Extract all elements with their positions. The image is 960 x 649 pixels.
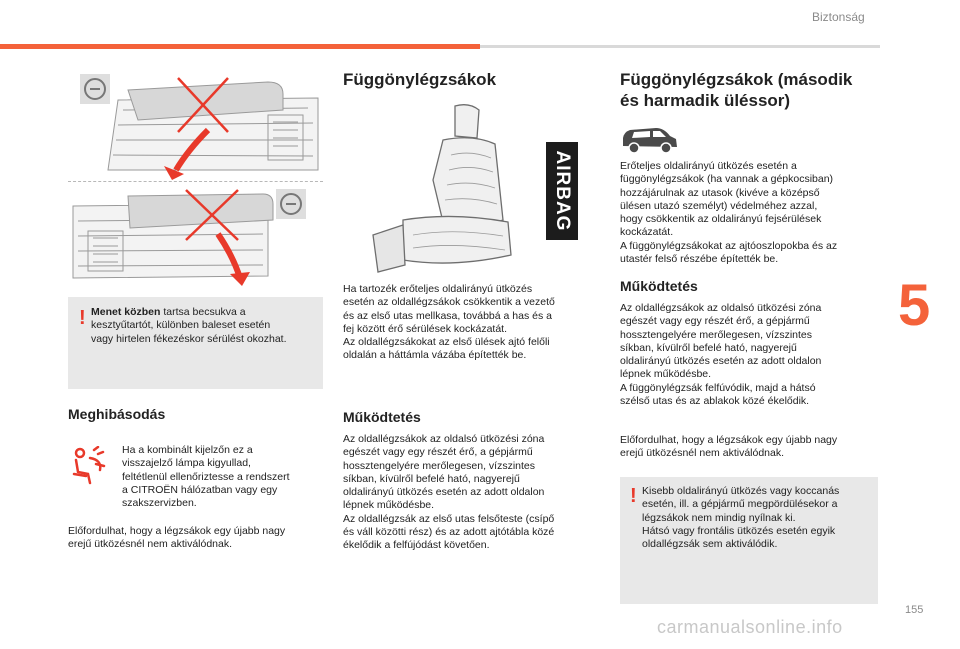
warning-text-curtain: Kisebb oldalirányú ütközés vagy koccanás esetén, ill. a gépjármű megpördülésekor a légzsákok nem mindig nyílnak ki. Hátsó vagy frontális ütközés esetén egyik oldallégzsák sem aktiválódik. <box>642 485 840 551</box>
page-number: 155 <box>905 604 924 616</box>
curtain-airbags-title: Függönylégzsákok (második és harmadik üléssor) <box>620 70 853 110</box>
curtain-airbags-note: Előfordulhat, hogy a légzsákok egy újabb nagy erejű ütközésnél nem aktiválódnak. <box>620 434 838 460</box>
airbag-label-tag <box>546 142 578 240</box>
fault-note: Előfordulhat, hogy a légzsákok egy újabb nagy erejű ütközésnél nem aktiválódnak. <box>68 525 286 551</box>
airbag-label-text: AIRBAG <box>552 150 573 232</box>
header-rule <box>480 45 880 48</box>
fault-heading: Meghibásodás <box>68 406 166 422</box>
warning-sign-icon-2 <box>276 189 306 219</box>
section-name: Biztonság <box>812 10 865 24</box>
curtain-airbags-operation-text: Az oldallégzsákok az oldalsó ütközési zóna egészét vagy egy részét érő, a gépjármű hossztengelyére merőlegesen, vízszintes síkban, kívülről befelé ható, nagyerejű oldalirányú ütközés esetén az adott oldalon lépnek működésbe. A függönylégzsák felfúvódik, majd a hátsó szélső utas és az ablakok közé ékelődik. <box>620 302 822 408</box>
vehicle-silhouette-icon <box>620 124 680 156</box>
side-airbags-intro: Ha tartozék erőteljes oldalirányú ütközés esetén az oldallégzsákok csökkentik a vezető és az első utas mellkasa, továbbá a has és a fej között érő sérülések kockázatát. Az oldallégzsákokat az első ülések ajtó felőli oldalán a háttámla vázába építették be. <box>343 283 555 362</box>
header-accent-bar <box>0 44 480 49</box>
warning-text-glovebox: Menet közben tartsa becsukva a kesztyűtartót, különben baleset esetén vagy hirtelen fékezéskor sérülést okozhat. <box>91 306 287 345</box>
chapter-number: 5 <box>898 273 931 338</box>
warning-exclamation-icon: ! <box>79 307 86 329</box>
watermark-text: carmanualsonline.info <box>657 617 843 637</box>
fault-text: Ha a kombinált kijelzőn ez a visszajelző lámpa kigyullad, feltétlenül ellenőriztesse a rendszert a CITROËN hálózatban vagy egy szakszervizben. <box>122 444 290 510</box>
curtain-airbags-operation-heading: Működtetés <box>620 278 698 294</box>
side-airbags-operation-heading: Működtetés <box>343 409 421 425</box>
curtain-airbags-intro: Erőteljes oldalirányú ütközés esetén a függönylégzsákok (ha vannak a gépkocsiban) hozzájárulnak az utasok (kivéve a középső ülésen utazó személyt) védelméhez azzal, hogy csökkentik az oldalirányú fejsérülések kockázatát. A függönylégzsákokat az ajtóoszlopokba és az utastér felső részébe építették be. <box>620 160 838 266</box>
illustration-divider <box>68 181 323 182</box>
glovebox-illustration-closed <box>68 186 323 286</box>
warning-exclamation-icon-2: ! <box>630 485 637 507</box>
glovebox-illustration-open <box>68 70 323 180</box>
airbag-fault-warning-lamp-icon <box>68 446 110 486</box>
side-airbags-title: Függönylégzsákok <box>343 70 497 89</box>
side-airbags-operation-text: Az oldallégzsákok az oldalsó ütközési zóna egészét vagy egy részét érő, a gépjármű hossztengelyére merőlegesen, vízszintes síkban, kívülről befelé ható, nagyerejű oldalirányú ütközés esetén az adott oldalon lépnek működésbe. Az oldallégzsák az első utas felsőteste (csípő és váll közötti rész) és az adott ajtótábla közé ékelődik a felfújódást követően. <box>343 433 555 552</box>
warning-sign-icon <box>80 74 110 104</box>
